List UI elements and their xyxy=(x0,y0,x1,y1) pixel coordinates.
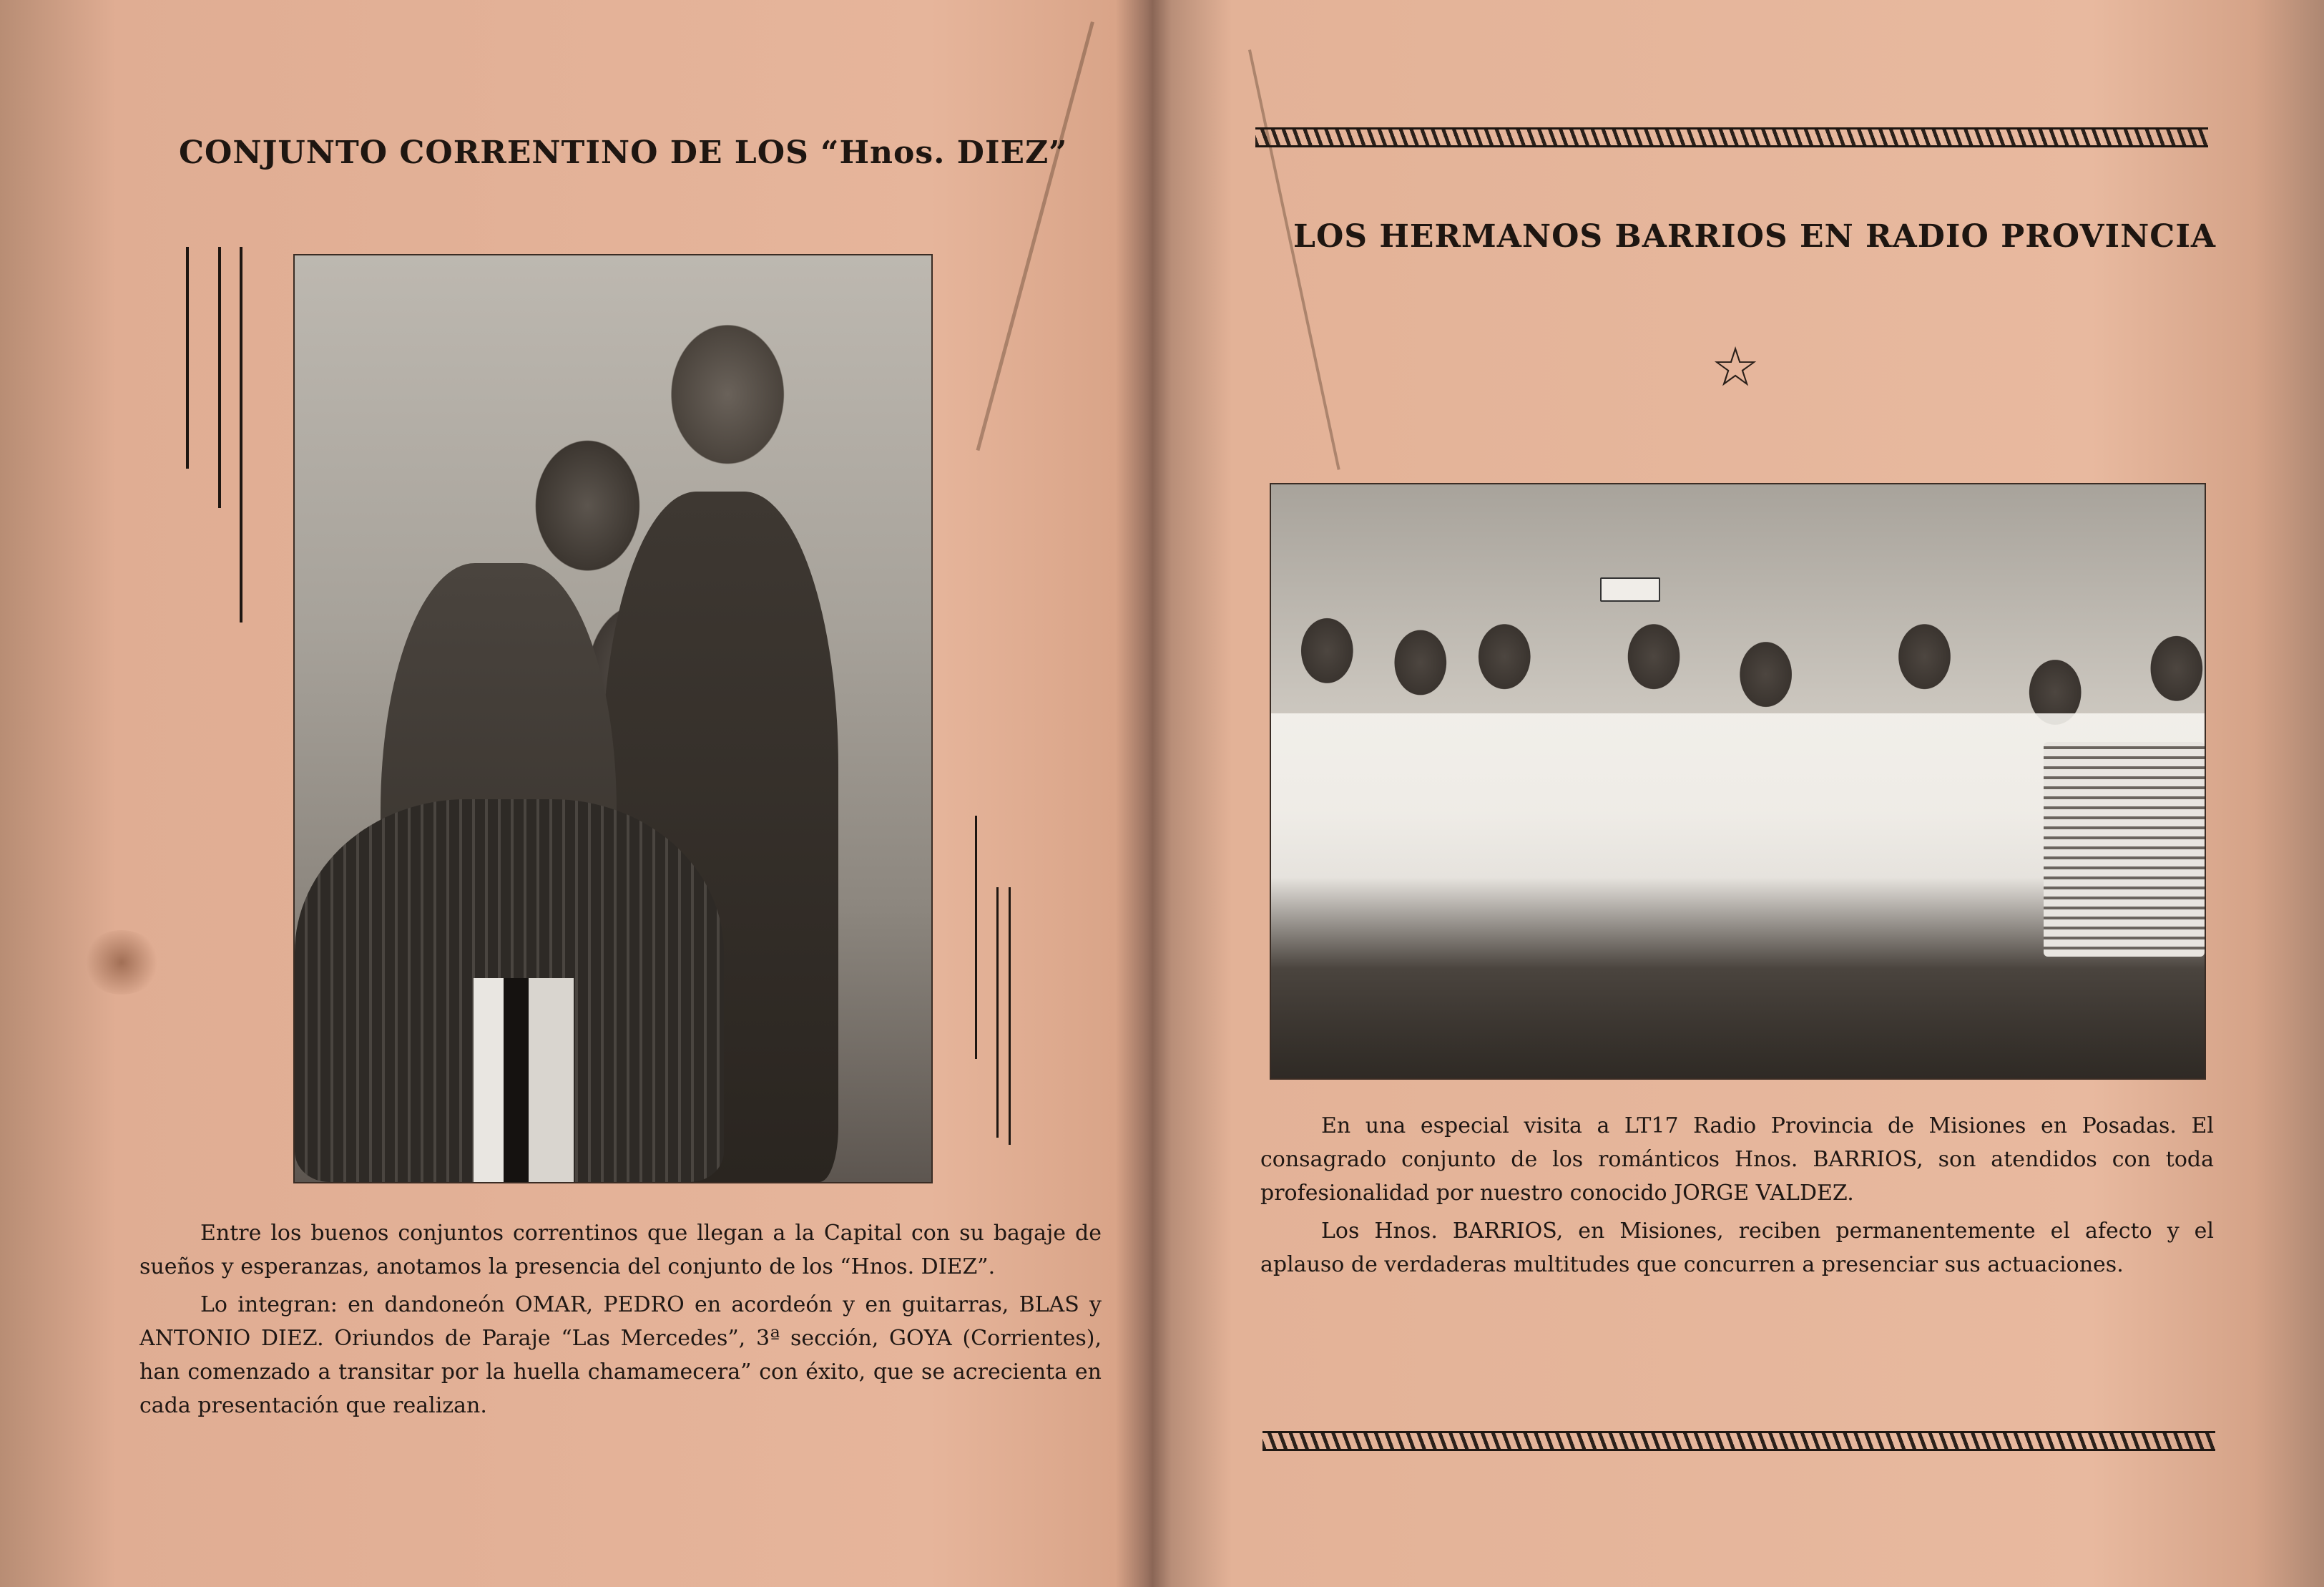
decorative-line xyxy=(975,816,977,1059)
article-body xyxy=(1260,1109,2214,1286)
band-photo xyxy=(293,254,933,1183)
decorative-line xyxy=(240,247,242,622)
decorative-line xyxy=(218,247,221,508)
photo-figure xyxy=(1600,577,1660,602)
star-icon: ☆ xyxy=(1711,335,1760,399)
photo-figure xyxy=(2044,742,2205,957)
paragraph: Lo integran: en dandoneón OMAR, PEDRO en acordeón y en guitarras, BLAS y ANTONIO DIEZ. Oriundos de Paraje “Las Mercedes”, 3ª sección, GOYA (Corrientes), han comenzado a transitar por la huella chamamecera” con éxito, que se acrecienta en cada presentación que realizan. xyxy=(139,1292,1102,1418)
ornamental-rule xyxy=(1262,1431,2215,1451)
paragraph: Los Hnos. BARRIOS, en Misiones, reciben permanentemente el afecto y el aplauso de verdaderas multitudes que concurren a presenciar sus actuaciones. xyxy=(1260,1219,2214,1277)
photo-figure xyxy=(474,978,574,1182)
article-heading: LOS HERMANOS BARRIOS EN RADIO PROVINCIA xyxy=(1293,218,2217,255)
paper-crease xyxy=(1248,49,1340,470)
article-body xyxy=(139,1216,1102,1427)
ornamental-rule xyxy=(1255,127,2208,147)
decorative-line xyxy=(996,887,999,1138)
article-heading: CONJUNTO CORRENTINO DE LOS “Hnos. DIEZ” xyxy=(179,135,1068,171)
paragraph: Entre los buenos conjuntos correntinos que llegan a la Capital con su bagaje de sueños y esperanzas, anotamos la presencia del conjunto de los “Hnos. DIEZ”. xyxy=(139,1221,1102,1279)
paragraph: En una especial visita a LT17 Radio Provincia de Misiones en Posadas. El consagrado conjunto de los románticos Hnos. BARRIOS, son atendidos con toda profesionalidad por nuestro conocido JORGE VALDEZ. xyxy=(1260,1113,2214,1206)
band-photo xyxy=(1270,483,2206,1080)
decorative-line xyxy=(186,247,189,469)
left-page xyxy=(0,0,1159,1587)
decorative-line xyxy=(1009,887,1011,1145)
